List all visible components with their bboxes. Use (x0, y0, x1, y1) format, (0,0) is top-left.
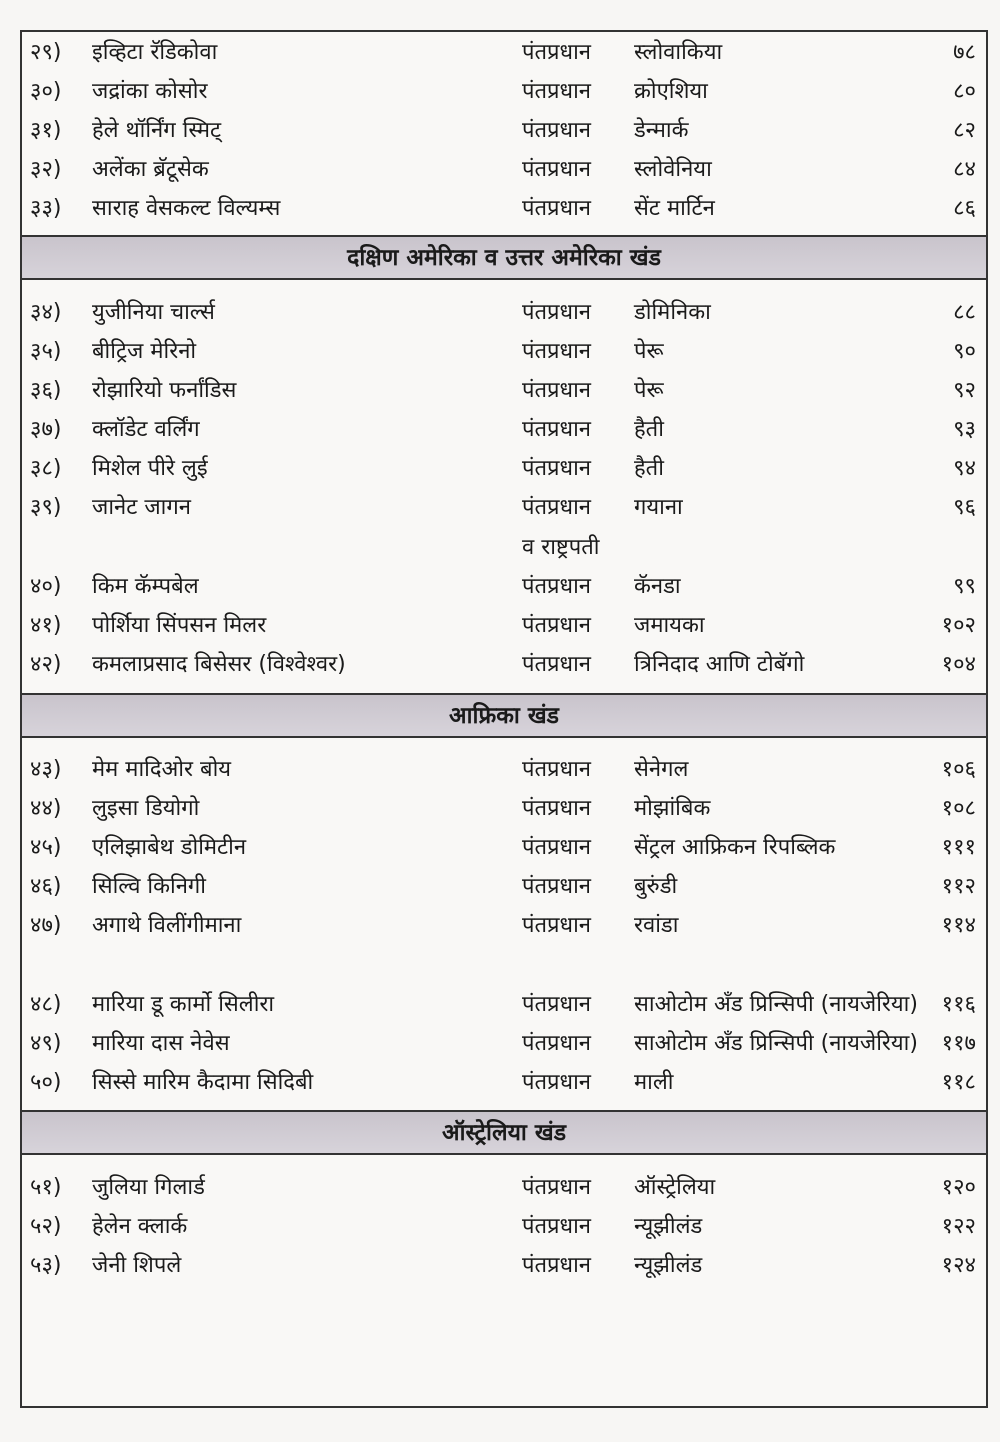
country-name: सेंट मार्टिन (634, 196, 715, 221)
page-number: ८६ (953, 196, 976, 221)
country-name: त्रिनिदाद आणि टोबॅगो (634, 652, 805, 677)
country-name: सेंट्रल आफ्रिकन रिपब्लिक (634, 835, 836, 860)
post-title: पंतप्रधान (522, 417, 591, 442)
page-number: ८८ (953, 300, 976, 325)
post-title: पंतप्रधान (522, 118, 591, 143)
post-title: पंतप्रधान (522, 874, 591, 899)
person-name: सिस्से मारिम कैदामा सिदिबी (92, 1070, 314, 1095)
table-row (22, 567, 986, 606)
entry-number: ४१) (30, 613, 62, 638)
post-title: पंतप्रधान (522, 835, 591, 860)
table-row (22, 906, 986, 945)
entry-number: ३०) (30, 79, 62, 104)
country-name: गयाना (634, 495, 683, 520)
table-row (22, 867, 986, 906)
country-name: साओटोम अँड प्रिन्सिपी (नायजेरिया) (634, 992, 918, 1017)
page-number: ९९ (953, 574, 976, 599)
person-name: क्लॉडेट वर्लिंग (92, 417, 200, 442)
entry-number: ४५) (30, 835, 62, 860)
country-name: साओटोम अँड प्रिन्सिपी (नायजेरिया) (634, 1031, 918, 1056)
person-name: हेले थॉर्निंग स्मिट् (92, 118, 222, 143)
country-name: डोमिनिका (634, 300, 711, 325)
table-row (22, 750, 986, 789)
post-title: पंतप्रधान (522, 196, 591, 221)
person-name: बीट्रिज मेरिनो (92, 339, 197, 364)
entry-number: ३२) (30, 157, 62, 182)
table-row (22, 371, 986, 410)
page-number: १०८ (941, 796, 976, 821)
person-name: मारिया दास नेवेस (92, 1031, 230, 1056)
country-name: हैती (634, 456, 664, 481)
post-title: पंतप्रधान (522, 157, 591, 182)
entry-number: ४३) (30, 757, 62, 782)
person-name: मिशेल पीरे लुई (92, 456, 208, 481)
entry-number: ४८) (30, 992, 62, 1017)
person-name: अलेंका ब्रॅटूसेक (92, 157, 209, 182)
page-number: १२४ (941, 1253, 976, 1278)
country-name: हैती (634, 417, 664, 442)
entry-number: ४७) (30, 913, 62, 938)
post-title: पंतप्रधान (522, 1253, 591, 1278)
entry-number: ३५) (30, 339, 62, 364)
page-number: ११६ (941, 992, 976, 1017)
page-number: ९३ (953, 417, 976, 442)
person-name: जुलिया गिलार्ड (92, 1175, 205, 1200)
person-name: सिल्वि किनिगी (92, 874, 207, 899)
table-row (22, 1207, 986, 1246)
section-heading: आफ्रिका खंड (22, 693, 986, 738)
post-title: पंतप्रधान (522, 652, 591, 677)
country-name: न्यूझीलंड (634, 1214, 703, 1239)
page-number: ९६ (953, 495, 976, 520)
country-name: स्लोवाकिया (634, 40, 723, 65)
country-name: पेरू (634, 378, 664, 403)
entry-number: २९) (30, 40, 62, 65)
page-number: ८० (953, 79, 976, 104)
post-title: पंतप्रधान (522, 1031, 591, 1056)
entry-number: ४९) (30, 1031, 62, 1056)
post-title: पंतप्रधान (522, 40, 591, 65)
post-title: पंतप्रधान (522, 913, 591, 938)
table-row (22, 488, 986, 527)
entry-number: ४४) (30, 796, 62, 821)
table-row (22, 189, 986, 228)
country-name: बुरुंडी (634, 874, 678, 899)
table-row (22, 1063, 986, 1102)
page-number: ९४ (953, 456, 976, 481)
country-name: पेरू (634, 339, 664, 364)
post-title: पंतप्रधान (522, 456, 591, 481)
country-name: डेन्मार्क (634, 118, 689, 143)
person-name: रोझारियो फर्नांडिस (92, 378, 237, 403)
person-name: जद्रांका कोसोर (92, 79, 208, 104)
table-row (22, 606, 986, 645)
table-row (22, 72, 986, 111)
post-title: पंतप्रधान (522, 574, 591, 599)
table-row (22, 449, 986, 488)
country-name: न्यूझीलंड (634, 1253, 703, 1278)
entry-number: ३७) (30, 417, 62, 442)
entry-number: ३६) (30, 378, 62, 403)
person-name: युजीनिया चार्ल्स (92, 300, 215, 325)
country-name: ऑस्ट्रेलिया (634, 1175, 716, 1200)
country-name: माली (634, 1070, 674, 1095)
page-number: ८४ (953, 157, 976, 182)
country-name: स्लोवेनिया (634, 157, 712, 182)
country-name: जमायका (634, 613, 705, 638)
post-title: पंतप्रधान (522, 495, 591, 520)
country-name: क्रोएशिया (634, 79, 708, 104)
person-name: किम कॅम्पबेल (92, 574, 199, 599)
person-name: पोर्शिया सिंपसन मिलर (92, 613, 267, 638)
page-number: १०४ (941, 652, 976, 677)
entry-number: ३१) (30, 118, 62, 143)
table-row (22, 332, 986, 371)
entry-number: ३८) (30, 456, 62, 481)
table-row (22, 789, 986, 828)
post-title: पंतप्रधान (522, 796, 591, 821)
section-heading: ऑस्ट्रेलिया खंड (22, 1110, 986, 1155)
post-title: पंतप्रधान (522, 79, 591, 104)
page-number: ११२ (941, 874, 976, 899)
table-row (22, 1246, 986, 1285)
page-number: १२० (941, 1175, 976, 1200)
post-title: पंतप्रधान (522, 300, 591, 325)
person-name: हेलेन क्लार्क (92, 1214, 188, 1239)
post-title: पंतप्रधान (522, 613, 591, 638)
entry-number: ५३) (30, 1253, 62, 1278)
table-row (22, 293, 986, 332)
table-row-continuation (22, 528, 986, 567)
person-name: मारिया डू कार्मो सिलीरा (92, 992, 275, 1017)
entry-number: ३४) (30, 300, 62, 325)
table-row (22, 1168, 986, 1207)
country-name: सेनेगल (634, 757, 689, 782)
page-number: १०६ (941, 757, 976, 782)
person-name: जानेट जागन (92, 495, 191, 520)
post-title: पंतप्रधान (522, 1070, 591, 1095)
person-name: मेम मादिओर बोय (92, 757, 232, 782)
page-number: १०२ (941, 613, 976, 638)
page-number: ११४ (941, 913, 976, 938)
person-name: जेनी शिपले (92, 1253, 182, 1278)
page-number: १११ (941, 835, 976, 860)
post-continuation: व राष्ट्रपती (522, 535, 600, 560)
entry-number: ३९) (30, 495, 62, 520)
entry-number: ५१) (30, 1175, 62, 1200)
entry-number: ५०) (30, 1070, 62, 1095)
section-heading: दक्षिण अमेरिका व उत्तर अमेरिका खंड (22, 235, 986, 280)
country-name: रवांडा (634, 913, 679, 938)
page-number: १२२ (941, 1214, 976, 1239)
post-title: पंतप्रधान (522, 1214, 591, 1239)
person-name: कमलाप्रसाद बिसेसर (विश्वेश्वर) (92, 652, 346, 677)
page-number: ११८ (941, 1070, 976, 1095)
table-row (22, 410, 986, 449)
table-row (22, 985, 986, 1024)
entry-number: ३३) (30, 196, 62, 221)
page-number: ८२ (953, 118, 976, 143)
person-name: एलिझाबेथ डोमिटीन (92, 835, 247, 860)
person-name: इव्हिटा रॅडिकोवा (92, 40, 218, 65)
table-row (22, 828, 986, 867)
post-title: पंतप्रधान (522, 1175, 591, 1200)
page-number: ९२ (953, 378, 976, 403)
table-row (22, 111, 986, 150)
page-number: ९० (953, 339, 976, 364)
post-title: पंतप्रधान (522, 992, 591, 1017)
entry-number: ४२) (30, 652, 62, 677)
country-name: कॅनडा (634, 574, 681, 599)
entry-number: ४०) (30, 574, 62, 599)
post-title: पंतप्रधान (522, 378, 591, 403)
entry-number: ४६) (30, 874, 62, 899)
post-title: पंतप्रधान (522, 339, 591, 364)
table-row (22, 1024, 986, 1063)
table-row (22, 150, 986, 189)
table-row (22, 645, 986, 684)
post-title: पंतप्रधान (522, 757, 591, 782)
person-name: साराह वेसकल्ट विल्यम्स (92, 196, 281, 221)
page-number: ७८ (953, 40, 976, 65)
country-name: मोझांबिक (634, 796, 711, 821)
person-name: अगाथे विलींगीमाना (92, 913, 242, 938)
page-number: ११७ (941, 1031, 976, 1056)
table-row (22, 33, 986, 72)
person-name: लुइसा डियोगो (92, 796, 200, 821)
entry-number: ५२) (30, 1214, 62, 1239)
